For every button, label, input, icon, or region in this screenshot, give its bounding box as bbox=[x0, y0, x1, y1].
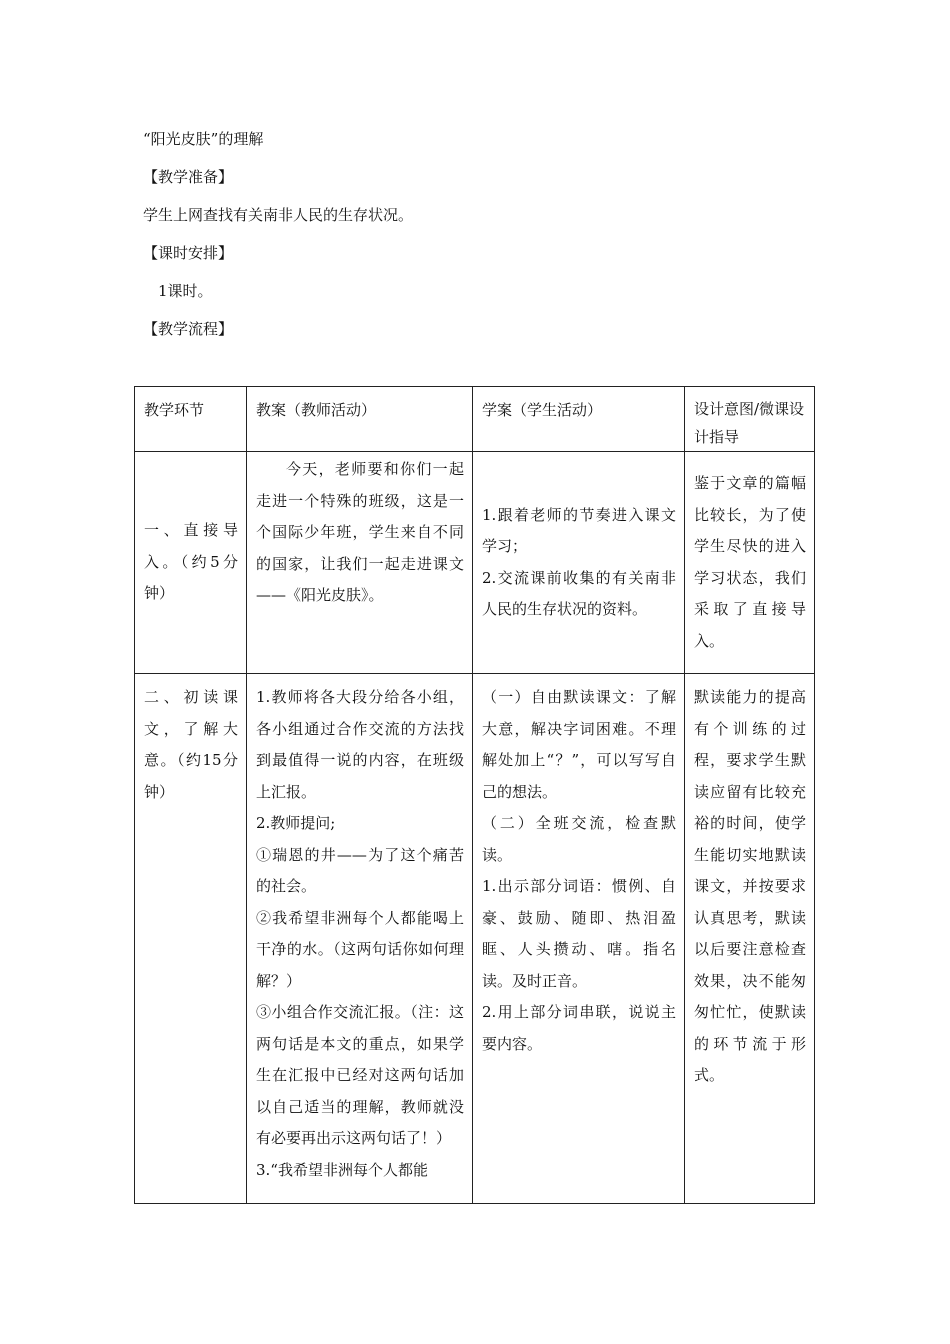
header-teacher-activity: 教案（教师活动） bbox=[247, 387, 473, 452]
row2-teacher-item: ②我希望非洲每个人都能喝上干净的水。（这两句话你如何理解？） bbox=[256, 908, 464, 990]
heading-teaching-preparation: 【教学准备】 bbox=[143, 168, 234, 186]
text-preparation-content: 学生上网查找有关南非人民的生存状况。 bbox=[143, 206, 414, 224]
table-row bbox=[135, 452, 815, 674]
row2-teacher-item: ①瑞恩的井——为了这个痛苦的社会。 bbox=[256, 845, 464, 895]
row2-design: 默读能力的提高有个训练的过程，要求学生默读应留有比较充裕的时间，使学生能切实地默读课文，并按要求认真思考，默读以后要注意检查效果，决不能匆匆忙忙，使默读的环节流于形式。 bbox=[685, 674, 815, 1204]
row2-student-item: （二）全班交流，检查默读。 bbox=[482, 814, 676, 864]
row2-student-item: （一）自由默读课文：了解大意，解决字词困难。不理解处加上“？”，可以写写自己的想法。 bbox=[482, 688, 676, 801]
row1-student-item: 2.交流课前收集的有关南非人民的生存状况的资料。 bbox=[482, 568, 676, 618]
header-stage: 教学环节 bbox=[135, 387, 247, 452]
row2-stage: 二、初读课文，了解大意。（约15分钟） bbox=[135, 674, 247, 1204]
text-schedule-content: 1课时。 bbox=[158, 282, 213, 300]
heading-class-schedule: 【课时安排】 bbox=[143, 244, 234, 262]
table-row bbox=[135, 674, 815, 1204]
row1-teacher: 今天，老师要和你们一起走进一个特殊的班级，这是一个国际少年班，学生来自不同的国家，让我们一起走进课文——《阳光皮肤》。 bbox=[247, 452, 473, 674]
lesson-plan-table bbox=[134, 386, 815, 1204]
row1-design: 鉴于文章的篇幅比较长，为了使学生尽快的进入学习状态，我们采取了直接导入。 bbox=[685, 452, 815, 674]
row2-student-item: 1.出示部分词语：惯例、自豪、鼓励、随即、热泪盈眶、人头攒动、嗐。指名读。及时正音。 bbox=[482, 877, 676, 990]
row1-student-item: 1.跟着老师的节奏进入课文学习； bbox=[482, 505, 676, 555]
text-line-sunlight-skin: “阳光皮肤”的理解 bbox=[143, 130, 264, 148]
row2-student bbox=[473, 674, 685, 1204]
row2-teacher-item: ③小组合作交流汇报。（注：这两句话是本文的重点，如果学生在汇报中已经对这两句话加以自己适当的理解，教师就没有必要再出示这两句话了！） bbox=[256, 1003, 464, 1147]
row2-teacher-item: 3.“我希望非洲每个人都能 bbox=[256, 1160, 428, 1179]
header-student-activity: 学案（学生活动） bbox=[473, 387, 685, 452]
row2-teacher-item: 2.教师提问; bbox=[256, 814, 336, 832]
row1-student bbox=[473, 452, 685, 674]
row2-student-item: 2.用上部分词串联，说说主要内容。 bbox=[482, 1003, 676, 1053]
row1-stage: 一、直接导入。（约5分钟） bbox=[135, 452, 247, 674]
row2-teacher bbox=[247, 674, 473, 1204]
row2-teacher-item: 1.教师将各大段分给各小组，各小组通过合作交流的方法找到最值得一说的内容，在班级上汇报。 bbox=[256, 688, 464, 801]
heading-teaching-flow: 【教学流程】 bbox=[143, 320, 234, 338]
header-design-intent: 设计意图/微课设计指导 bbox=[685, 387, 815, 452]
table-header-row bbox=[135, 387, 815, 452]
